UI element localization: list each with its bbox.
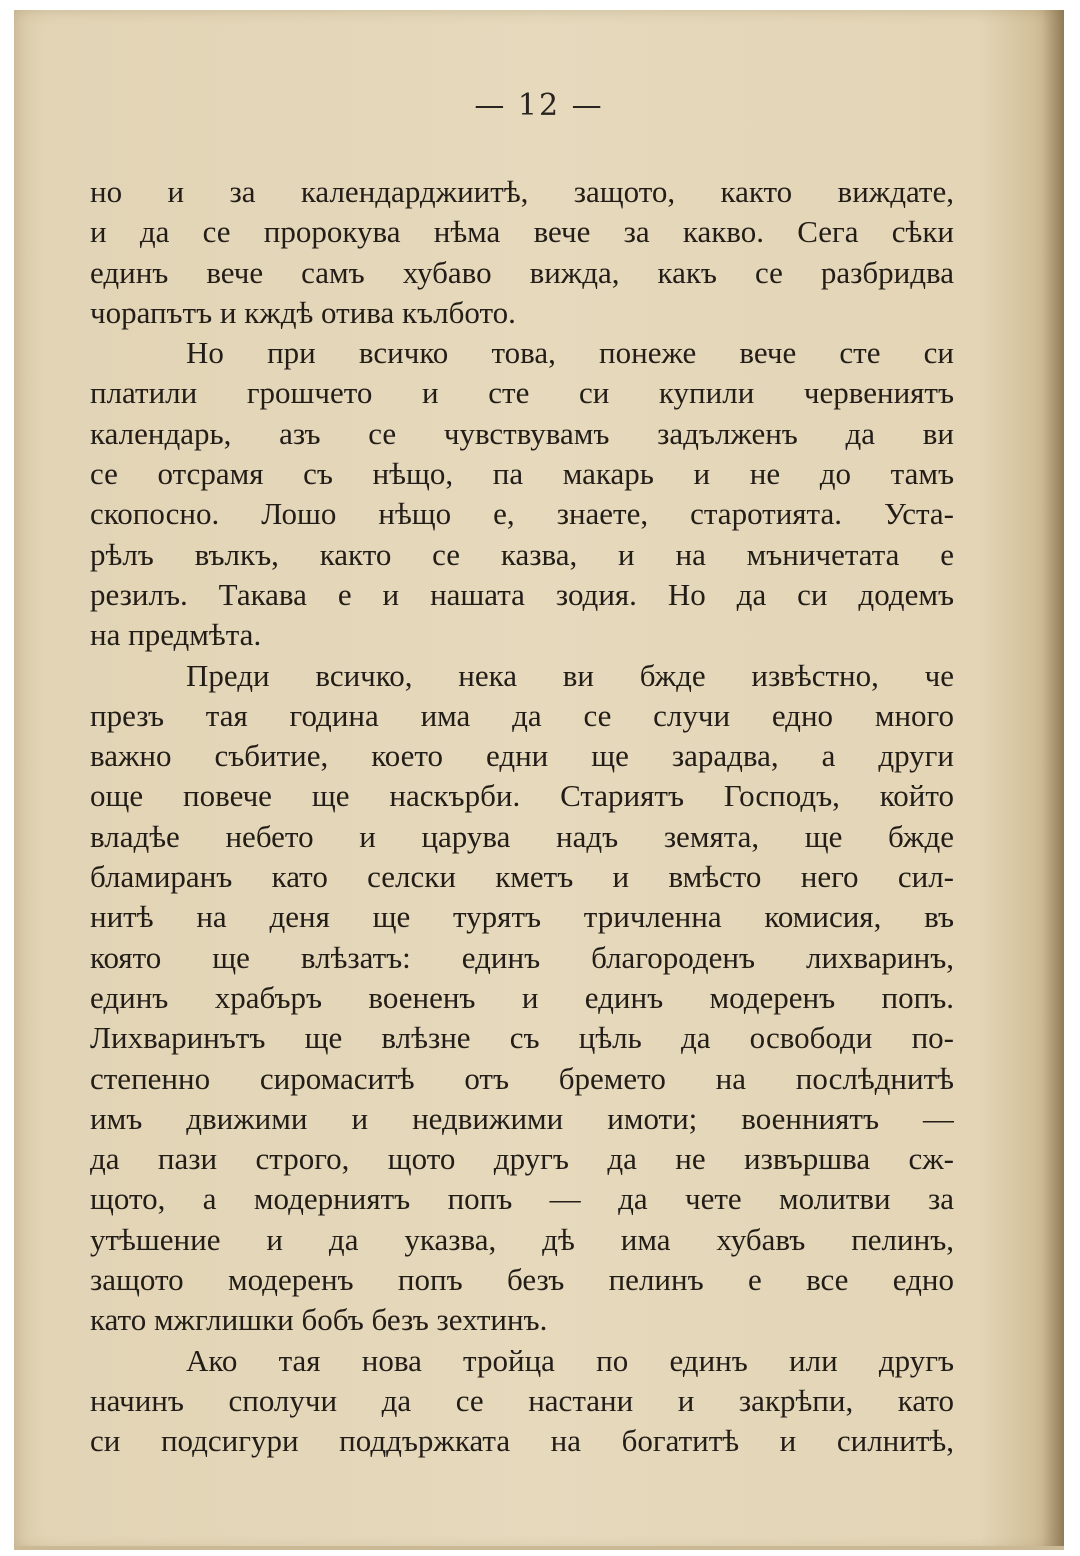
text-line: нитѣ на деня ще турятъ тричленна комисия, въ (90, 899, 954, 935)
text-line: платили грошчето и сте си купили червениятъ (90, 375, 954, 411)
text-line: Преди всичко, нека ви бжде извѣстно, че (186, 657, 954, 693)
text-line: и да се пророкува нѣма вече за какво. Сега сѣки (90, 214, 954, 250)
text-line: важно събитие, което едни ще зарадва, а други (90, 738, 954, 774)
text-line: на предмѣта. (90, 617, 262, 653)
text-line: да пази строго, щото другъ да не извършва сж- (90, 1141, 954, 1177)
text-line: владѣе небето и царува надъ земята, ще бжде (90, 818, 954, 854)
text-line: имъ движими и недвижими имоти; военниятъ — (90, 1100, 954, 1136)
text-line: начинъ сполучи да се настани и закрѣпи, като (90, 1382, 954, 1418)
text-line: защото модеренъ попъ безъ пелинъ е все едно (90, 1262, 954, 1298)
text-line: още повече ще наскърби. Стариятъ Господъ, който (90, 778, 954, 814)
text-line: си подсигури поддържката на богатитѣ и силнитѣ, (90, 1423, 954, 1459)
binding-shadow (1042, 10, 1064, 1550)
text-line: се отсрамя съ нѣщо, па макарь и не до тамъ (90, 456, 954, 492)
text-line: Лихваринътъ ще влѣзне съ цѣль да освободи по- (90, 1020, 954, 1056)
text-line: Но при всичко това, понеже вече сте си (186, 335, 954, 371)
text-line: утѣшение и да указва, дѣ има хубавъ пелинъ, (90, 1221, 954, 1257)
text-line: степенно сиромаситѣ отъ бремето на послѣднитѣ (90, 1060, 954, 1096)
text-line: щото, а модерниятъ попъ — да чете молитви за (90, 1181, 954, 1217)
book-page (14, 10, 1064, 1550)
text-line: презъ тая година има да се случи едно много (90, 697, 954, 733)
text-line: рѣлъ вълкъ, както се казва, и на мъничетата е (90, 536, 954, 572)
page-bottom-edge (14, 1546, 1064, 1550)
body-text (90, 172, 954, 1462)
text-line: скопосно. Лошо нѣщо е, знаете, старотията. Уста- (90, 496, 954, 532)
text-line: чорапътъ и кждѣ отива кълбото. (90, 294, 516, 330)
text-line: но и за календарджиитѣ, защото, както виждате, (90, 174, 954, 209)
text-line: резилъ. Такава е и нашата зодия. Но да си додемъ (90, 576, 954, 612)
text-line: единъ храбъръ воененъ и единъ модеренъ попъ. (90, 979, 954, 1015)
text-line: бламиранъ като селски кметъ и вмѣсто него сил- (90, 859, 954, 895)
text-line: единъ вече самъ хубаво вижда, какъ се разбридва (90, 254, 954, 290)
text-line: като мжглишки бобъ безъ зехтинъ. (90, 1302, 548, 1338)
text-line: която ще влѣзатъ: единъ благороденъ лихваринъ, (90, 939, 954, 975)
text-line: Ако тая нова тройца по единъ или другъ (186, 1342, 954, 1378)
text-line: календарь, азъ се чувствувамъ задълженъ да ви (90, 415, 954, 451)
page-number: — 12 — (474, 88, 604, 123)
